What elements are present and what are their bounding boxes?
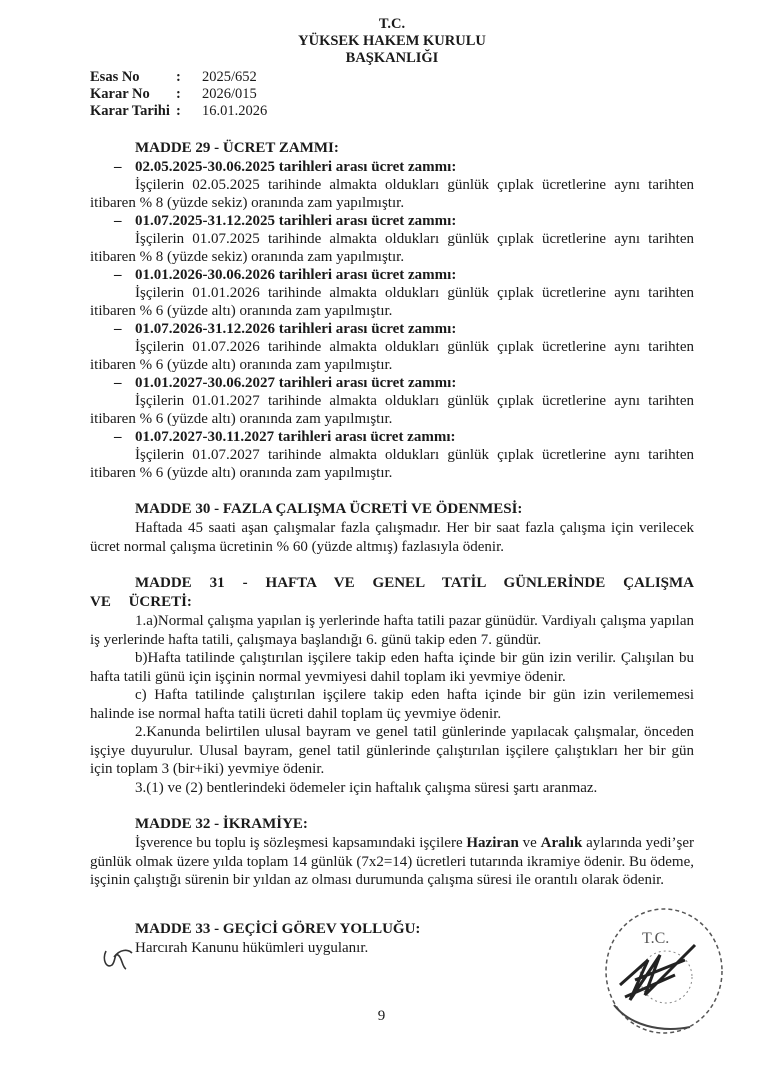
article-paragraph: c) Hafta tatilinde çalıştırılan işçilere takip eden hafta içinde bir gün izin verilememesi halinde ise normal hafta tatili ücreti dahil toplam üç yevmiye ödenir. — [90, 687, 694, 722]
article-paragraph: 3.(1) ve (2) bentlerindeki ödemeler için haftalık çalışma süresi şartı aranmaz. — [135, 779, 598, 796]
rate-period-heading — [90, 428, 694, 446]
article-31 — [90, 574, 694, 797]
text-span: ve — [518, 835, 541, 851]
dash-bullet: – — [114, 321, 122, 337]
bold-month: Haziran — [466, 835, 519, 851]
text-span: İşverence bu toplu iş sözleşmesi kapsamındaki işçilere — [135, 835, 467, 851]
article-text: Harcırah Kanunu hükümleri uygulanır. — [135, 939, 369, 956]
rate-period-text: İşçilerin 02.05.2025 tarihinde almakta oldukları günlük çıplak ücretlerine aynı tarihten itibaren % 8 (yüzde sekiz) oranında zam yapılmıştır. — [90, 177, 694, 211]
heading-text: 02.05.2025-30.06.2025 tarihleri arası ücret zammı: — [135, 159, 457, 175]
dash-bullet: – — [114, 159, 122, 175]
heading-text: 01.01.2026-30.06.2026 tarihleri arası ücret zammı: — [135, 267, 457, 283]
article-title: MADDE 31 - HAFTA VE GENEL TATİL GÜNLERİNDE ÇALIŞMA VE ÜCRETİ: — [90, 575, 694, 610]
article-title: MADDE 33 - GEÇİCİ GÖREV YOLLUĞU: — [135, 920, 421, 937]
rate-period-heading — [90, 266, 694, 284]
meta-colon: : — [176, 69, 181, 85]
meta-colon: : — [176, 103, 181, 119]
rate-period-text: İşçilerin 01.01.2027 tarihinde almakta oldukları günlük çıplak ücretlerine aynı tarihten itibaren % 6 (yüzde altı) oranında zam yapılmıştır. — [90, 393, 694, 427]
dash-bullet: – — [114, 213, 122, 229]
heading-text: 01.07.2025-31.12.2025 tarihleri arası ücret zammı: — [135, 213, 457, 229]
svg-text:T.C.: T.C. — [642, 930, 670, 947]
meta-label: Esas No — [90, 69, 140, 85]
article-title: MADDE 29 - ÜCRET ZAMMI: — [135, 140, 339, 156]
heading-text: 01.01.2027-30.06.2027 tarihleri arası ücret zammı: — [135, 375, 457, 391]
dash-bullet: – — [114, 375, 122, 391]
meta-row — [90, 103, 694, 120]
meta-value: 2026/015 — [202, 86, 257, 102]
rate-period-heading — [90, 158, 694, 176]
meta-value: 2025/652 — [202, 69, 257, 85]
dash-bullet: – — [114, 429, 122, 445]
article-paragraph: 1.a)Normal çalışma yapılan iş yerlerinde hafta tatili pazar günüdür. Vardiyalı çalışma yapılan iş yerlerinde hafta tatili, çalışmaya başlandığı 6. günü takip eden 7. gündür. — [90, 613, 694, 648]
meta-row — [90, 69, 694, 86]
dash-bullet: – — [114, 267, 122, 283]
article-title: MADDE 30 - FAZLA ÇALIŞMA ÜCRETİ VE ÖDENMESİ: — [135, 501, 523, 517]
article-32 — [90, 815, 694, 890]
header-line-3: BAŞKANLIĞI — [345, 50, 439, 66]
text-span: aylarında yedi’şer günlük olmak üzere yılda toplam 14 günlük (7x2=14) ücretleri tutarında ikramiye ödenir. Bu ödeme, işçinin çalıştığı sürenin bir yıldan az olması durumunda çalışma süresi ile orantılı olarak ödenir. — [90, 835, 694, 888]
rate-period-text: İşçilerin 01.07.2026 tarihinde almakta oldukları günlük çıplak ücretlerine aynı tarihten itibaren % 6 (yüzde altı) oranında zam yapılmıştır. — [90, 339, 694, 373]
article-29 — [90, 139, 694, 482]
meta-label: Karar Tarihi — [90, 103, 170, 119]
meta-colon: : — [176, 86, 181, 102]
meta-value: 16.01.2026 — [202, 103, 268, 119]
heading-text: 01.07.2026-31.12.2026 tarihleri arası ücret zammı: — [135, 321, 457, 337]
document-header — [90, 16, 694, 67]
article-paragraph: b)Hafta tatilinde çalıştırılan işçilere takip eden hafta içinde bir gün izin verilir. Çalışılan bu hafta tatili günü için işçinin normal yevmiyesi dahil toplam iki yevmiye ödenir. — [90, 650, 694, 685]
article-paragraph: 2.Kanunda belirtilen ulusal bayram ve genel tatil günlerinde yapılacak çalışmalar, önceden işçiye duyurulur. Ulusal bayram, genel tatil günlerinde çalıştırılan işçilere çalıştıkları her bir gün için toplam 3 (bir+iki) yevmiye ödenir. — [90, 724, 694, 777]
document-page — [90, 16, 694, 957]
article-title: MADDE 32 - İKRAMİYE: — [135, 816, 308, 832]
header-line-1: T.C. — [378, 16, 406, 32]
bold-month: Aralık — [540, 835, 583, 851]
heading-text: 01.07.2027-30.11.2027 tarihleri arası ücret zammı: — [135, 429, 456, 445]
handwritten-initial — [100, 945, 136, 975]
rate-period-text: İşçilerin 01.01.2026 tarihinde almakta oldukları günlük çıplak ücretlerine aynı tarihten itibaren % 6 (yüzde altı) oranında zam yapılmıştır. — [90, 285, 694, 319]
rate-period-text: İşçilerin 01.07.2025 tarihinde almakta oldukları günlük çıplak ücretlerine aynı tarihten itibaren % 8 (yüzde sekiz) oranında zam yapılmıştır. — [90, 231, 694, 265]
rate-period-text: İşçilerin 01.07.2027 tarihinde almakta oldukları günlük çıplak ücretlerine aynı tarihten itibaren % 6 (yüzde altı) oranında zam yapılmıştır. — [90, 447, 694, 481]
meta-row — [90, 86, 694, 103]
header-line-2: YÜKSEK HAKEM KURULU — [298, 33, 486, 49]
rate-period-heading — [90, 212, 694, 230]
article-30 — [90, 500, 694, 556]
rate-period-heading — [90, 320, 694, 338]
page-number: 9 — [377, 1008, 386, 1024]
article-text — [90, 834, 694, 890]
rate-period-heading — [90, 374, 694, 392]
meta-label: Karar No — [90, 86, 150, 102]
case-info — [90, 69, 694, 120]
article-text: Haftada 45 saati aşan çalışmalar fazla çalışmadır. Her bir saat fazla çalışma için verilecek ücret normal çalışma ücretinin % 60 (yüzde altmış) fazlasıyla ödenir. — [90, 520, 694, 555]
